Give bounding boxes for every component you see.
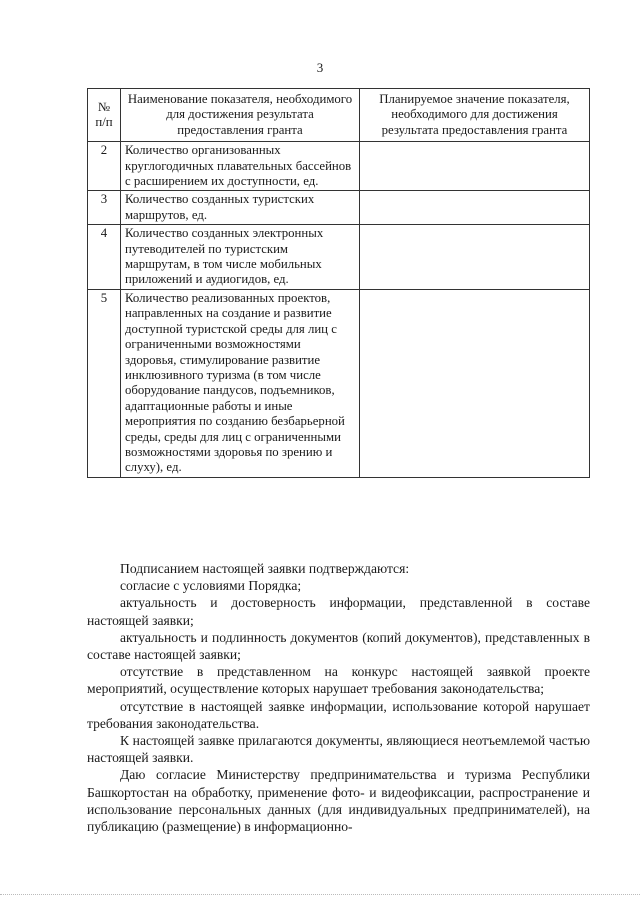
application-text [87,560,590,835]
paragraph-no-violating-information: отсутствие в настоящей заявке информации, использование которой нарушает требования законодательства. [87,698,590,731]
indicators-table [87,88,590,478]
table-row [88,225,590,290]
scan-edge-divider [0,894,640,895]
header-indicator-name: Наименование показателя, необходимого для достижения результата предоставления гранта [121,89,360,142]
table-row [88,289,590,477]
row-number: 5 [88,289,121,477]
header-planned-value: Планируемое значение показателя, необходимого для достижения результата предоставления гранта [360,89,590,142]
paragraph-consent-terms: согласие с условиями Порядка; [120,578,302,594]
row-number: 4 [88,225,121,290]
row-planned-value [360,191,590,225]
table-header-row [88,89,590,142]
paragraph-no-violating-activities: отсутствие в представленном на конкурс настоящей заявкой проекте мероприятий, осуществление которых нарушает требования законодательства; [87,664,590,697]
row-planned-value [360,225,590,290]
paragraph-info-accuracy: актуальность и достоверность информации, представленной в составе настоящей заявки; [87,595,590,628]
paragraph-attached-documents: К настоящей заявке прилагаются документы, являющиеся неотъемлемой частью настоящей заявки. [87,733,590,766]
header-number: № п/п [88,89,121,142]
paragraph-confirmation-intro: Подписанием настоящей заявки подтверждаются: [120,561,410,576]
row-planned-value [360,289,590,477]
table-row [88,191,590,225]
row-indicator-name: Количество созданных электронных путеводителей по туристским маршрутам, в том числе мобильных приложений и аудиогидов, ед. [121,225,360,290]
table-row [88,142,590,191]
row-planned-value [360,142,590,191]
row-number: 2 [88,142,121,191]
paragraph-document-authenticity: актуальность и подлинность документов (копий документов), представленных в составе настоящей заявки; [87,629,590,663]
row-indicator-name: Количество организованных круглогодичных плавательных бассейнов с расширением их доступности, ед. [121,142,360,191]
row-indicator-name: Количество созданных туристских маршрутов, ед. [121,191,360,225]
row-indicator-name: Количество реализованных проектов, направленных на создание и развитие доступной туристской среды для лиц с ограниченными возможностями здоровья, стимулирование развитие инклюзивного туризма (в том числе оборудование пандусов, подъемников, адаптационные работы и иные мероприятия по созданию безбарьерной среды, среды для лиц с ограниченными возможностями здоровья по зрению и слуху), ед. [121,289,360,477]
page-number: 3 [316,60,324,75]
paragraph-data-consent: Даю согласие Министерству предпринимательства и туризма Республики Башкортостан на обработку, применение фото- и видеофиксации, распространение и использование персональных данных (для индивидуальных предпринимателей), на публикацию (размещение) в информационно- [87,767,590,835]
row-number: 3 [88,191,121,225]
